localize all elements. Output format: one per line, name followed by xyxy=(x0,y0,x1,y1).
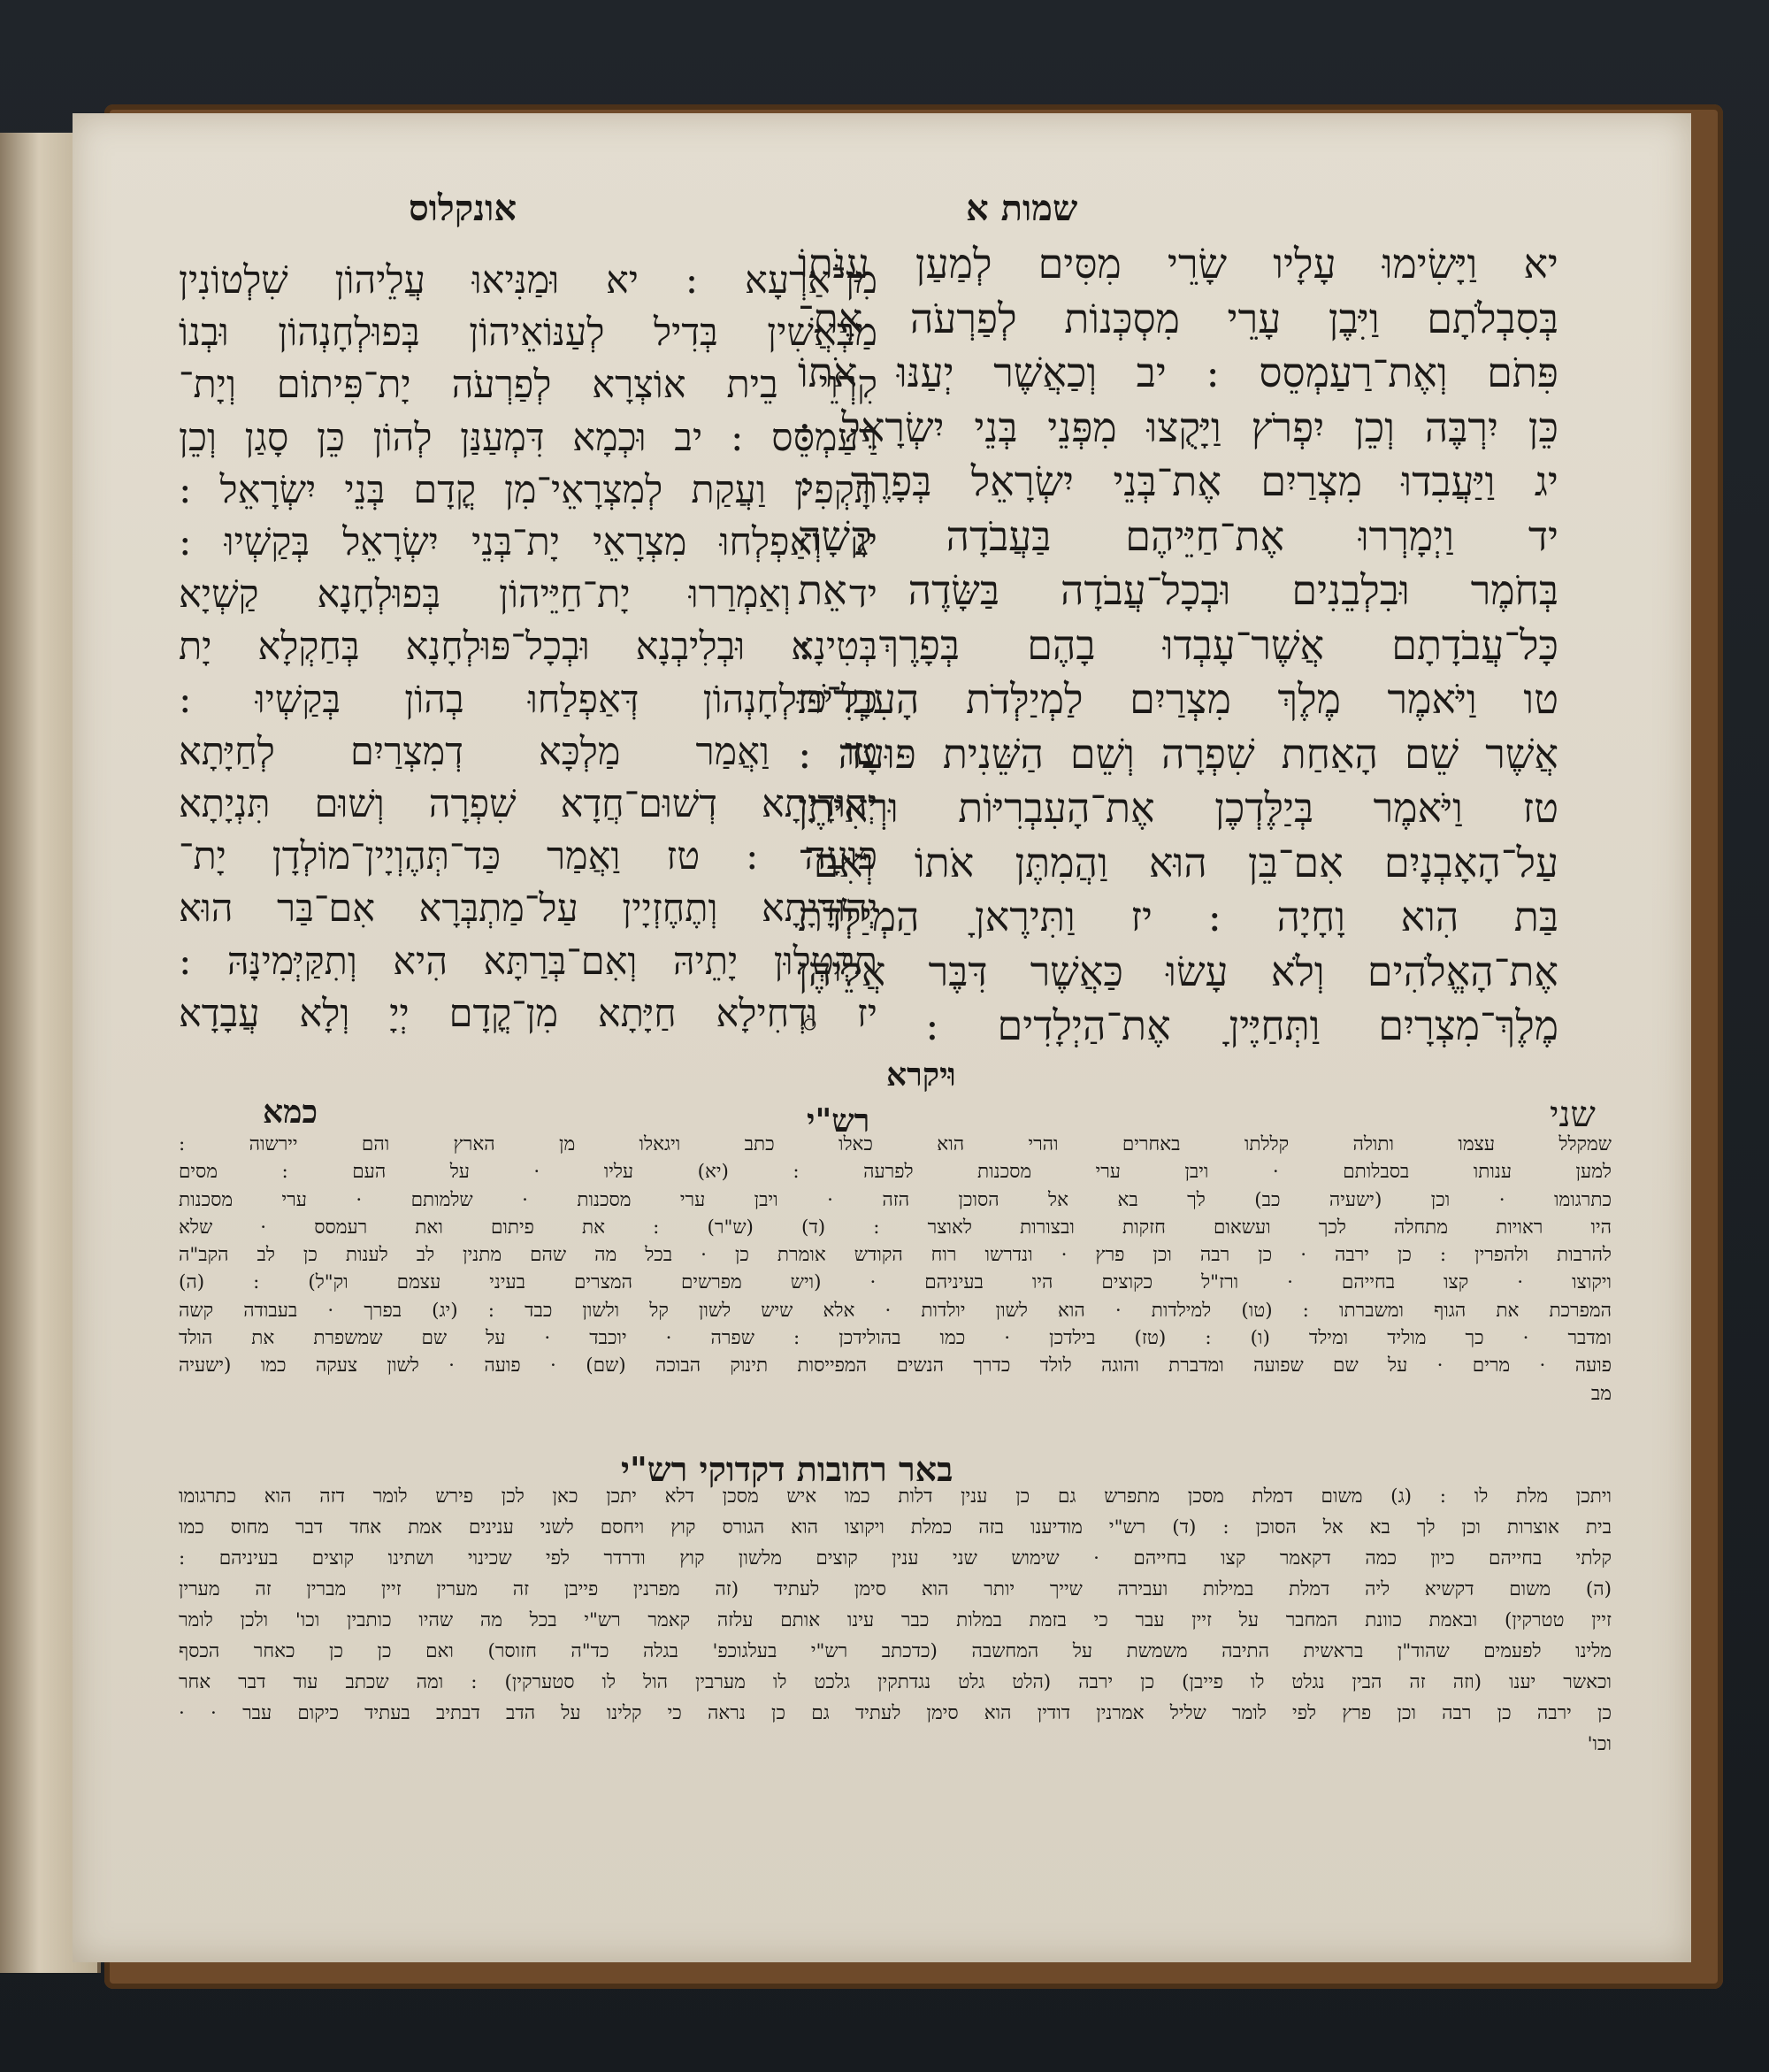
text-line: עַל־הָאָבְנָיִם אִם־בֵּן הוּא וַהֲמִתֶּן אֹתוֹ וְאִם־ xyxy=(798,838,1558,886)
onkelos-line: קִרְוֵי בֵית אוֹצְרָא לְפַרְעֹה יָת־פִּיתוֹם וְיָת־ xyxy=(179,363,877,408)
beer-rechovot-header: באר רחובות דקדוקי רש"י xyxy=(621,1449,953,1489)
rashi-commentary xyxy=(179,1131,1612,1408)
onkelos-line: תִּקְטְלוּן יָתֵיהּ וְאִם־בְּרַתָּא הִיא וְתִקַּיְּמִינָּהּ : xyxy=(179,939,877,984)
text-line: יא וַיָּשִׂימוּ עָלָיו שָׂרֵי מִסִּים לְמַעַן עַנֹּתוֹ xyxy=(798,240,1558,288)
beer-line: קלתי בחייהם כיון כמה דקאמר קצו בחייהם · שימוש שני ענין קוצים מלשון קוץ ודרדר לפי שכינוי ושתינו קוצים בעיניהם : xyxy=(179,1547,1612,1569)
onkelos-line: פּוּעָה : טז וַאֲמַר כַּד־תְּהֶוְיָין־מוֹלְדָן יָת־ xyxy=(179,834,877,879)
beer-line: וכו' xyxy=(1587,1733,1612,1755)
text-line: בַּת הִוא וָחָיָה : יז וַתִּירֶאןָ הַמְיַלְּדֹת xyxy=(798,893,1558,940)
page-header-onkelos: אונקלוס xyxy=(409,188,517,229)
rashi-line: ויקוצו · קצו בחייהם · ורז"ל כקוצים היו בעיניהם · (ויש מפרשים המצרים בעיני עצמם וק"ל) : (ה) xyxy=(179,1271,1612,1294)
beer-line: וכאשר יענו (וזה זה הבין נגלט לו פייבן) כן ירבה (הלט גלט נגדתקין גלכט לו מערבין הול לו סטערקין) : ומה שכתב עוד דבר אחר xyxy=(179,1671,1612,1693)
rashi-line: היו ראויות מתחלה לכך ועשאום חזקות ובצורות לאוצר : (ד) (ש"ר) : את פיתום ואת רעמסס · שלא xyxy=(179,1216,1612,1239)
text-line: בְּחֹמֶר וּבִלְבֵנִים וּבְכָל־עֲבֹדָה בַּשָּׂדֶה אֵת xyxy=(798,566,1558,614)
rashi-line: פועה · מרים · על שם שפועה ומדברת והוגה לולד כדרך הנשים המפייסות תינוק הבוכה (שם) · פועה · לשון צעקה כמו (ישעיה xyxy=(179,1354,1612,1377)
text-line: טו וַיֹּאמֶר מֶלֶךְ מִצְרַיִם לַמְיַלְּדֹת הָעִבְרִיֹּת xyxy=(798,675,1558,723)
beer-line: בית אוצרות וכן לך בא אל הסוכן : (ד) רש"י מודיענו בזה כמלת ויקוצו הוא הגורס קוץ ויחסם לשני ענינים אמת אחד דבר מחוס כמו xyxy=(179,1516,1612,1539)
text-line: מֶלֶךְ־מִצְרָיִם וַתְּחַיֶּיןָ אֶת־הַיְלָדִים : ◦ xyxy=(798,1001,1558,1049)
page-number: כמא xyxy=(263,1094,318,1131)
onkelos-line: יג וְאַפְלְחוּ מִצְרָאֵי יָת־בְּנֵי יִשְׂרָאֵל בְּקַשְׁיוּ : xyxy=(179,520,877,565)
onkelos-line: מַבְאֲשִׁין בְּדִיל לְעַנּוֹאֵיהוֹן בְּפוּלְחָנְהוֹן וּבְנוֹ xyxy=(179,311,877,356)
text-line: טז וַיֹּאמֶר בְּיַלֶּדְכֶן אֶת־הָעִבְרִיּוֹת וּרְאִיתֶן xyxy=(798,784,1558,832)
text-line: אֶת־הָאֱלֹהִים וְלֹא עָשׂוּ כַּאֲשֶׁר דִּבֶּר אֲלֵיהֶן xyxy=(798,947,1558,995)
rashi-header: רש"י xyxy=(807,1102,870,1140)
text-line: יד וַיְמָרְרוּ אֶת־חַיֵּיהֶם בַּעֲבֹדָה קָשָׁה xyxy=(798,511,1558,560)
rashi-line: מב xyxy=(1590,1382,1612,1405)
book-page xyxy=(73,113,1691,1962)
onkelos-line: מִן־אַרְעָא : יא וּמַנִּיאוּ עֲלֵיהוֹן שִׁלְטוֹנִין xyxy=(179,258,877,303)
text-line: בְּסִבְלֹתָם וַיִּבֶן עָרֵי מִסְכְּנוֹת לְפַרְעֹה אֶת־ xyxy=(798,294,1558,342)
rashi-line: ומדבר · כך מוליד ומילד (ו) : (טז) בילדכן · כמו בהולידכן : שפרה · יוכבד · על שם שמשפרת את הולד xyxy=(179,1327,1612,1350)
beer-line: כן ירבה כן רבה וכן פרץ לפי לומר שליל אמרנין דודין הוא סימן לעתיד גם כן נראה כי קלינו על הדב דבתיב בעתיד כיקום עבר · · xyxy=(179,1702,1612,1724)
rashi-line: להרבות ולהפרין : כן ירבה · כן רבה וכן פרץ · ונדרשו רוח הקודש אומרת כן · בכל מה שהם מתנין לב לענות כן לב הקב"ה xyxy=(179,1244,1612,1267)
onkelos-line: טו וַאֲמַר מַלְכָּא דְמִצְרַיִם לְחַיָּתָא xyxy=(179,729,877,774)
onkelos-line: יז וּדְחִילָא חַיָּתָא מִן־קֳדָם יְיָ וְלָא עֲבָדָא xyxy=(179,991,877,1036)
onkelos-line: יְהוּדָיָתָא וְתֶחֶזְיָין עַל־מַתְבְּרָא אִם־בַּר הוּא xyxy=(179,886,877,932)
onkelos-line: רַעַמְסֵס : יב וּכְמָא דִּמְעַנַּן לְהוֹן כֵּן סָגַן וְכֵן xyxy=(179,415,877,460)
onkelos-line: תָּקְפִין וַעֲקַת לְמִצְרָאֵי־מִן קֳדָם בְּנֵי יִשְׂרָאֵל : xyxy=(179,467,877,512)
page-header-text: שמות א xyxy=(966,188,1078,229)
rashi-line: שמקלל עצמו ותולה קללתו באחרים והרי הוא כאלו כתב ויגאלו מן הארץ והם יירשוה : xyxy=(179,1133,1612,1155)
onkelos-line: בְּטִינָא וּבְלִיבְנָא וּבְכָל־פּוּלְחָנָא בְּחַקְלָא יָת xyxy=(179,625,877,670)
text-line: פִּתֹם וְאֶת־רַעַמְסֵס : יב וְכַאֲשֶׁר יְעַנּוּ אֹתוֹ xyxy=(798,349,1558,396)
beer-line: מלינו לפעמים שהוד"ן בראשית התיבה משמשת על המחשבה (כדכתב רש"י בעלגוכפ' בגלה כד"ה חזוסר) ואם כן כן כאחר הכסף xyxy=(179,1640,1612,1662)
text-line: אֲשֶׁר שֵׁם הָאַחַת שִׁפְרָה וְשֵׁם הַשֵּׁנִית פּוּעָה : xyxy=(798,729,1558,778)
onkelos-column xyxy=(179,255,877,1040)
beer-line: ויתכן מלת לו : (ג) משום דמלת מסכן מתפרש גם כן ענין דלות כמו איש מסכן דלא יתכן כאן לכן פירש לומר דזה הוא כתרגומו xyxy=(179,1485,1612,1508)
text-line: יג וַיַּעֲבִדוּ מִצְרַיִם אֶת־בְּנֵי יִשְׂרָאֵל בְּפָרֶךְ : xyxy=(798,457,1558,505)
vayikra-catchword: וּיקרא xyxy=(886,1056,956,1094)
rashi-line: המפרכת את הגוף ומשברתו : (טו) למילדות · הוא לשון יולדות · אלא שיש לשון קל ולשון כבד : (יג) בפרך · בעבודה קשה xyxy=(179,1299,1612,1322)
beer-line: זיין טטרקין) ובאמת כוונת המחבר על זיין עבר כי בזמת במלות כבר עינו אותם עלזה קאמר רש"י בכל מה שהיו כותבין וכו' ולכן לומר xyxy=(179,1609,1612,1631)
beer-line: (ה) משום דקשיא ליה דמלת במילות ועבירה שייך יותר הוא סימן לעתיד (זה מפרנין פייבן זה מערין זיין מברין זה מערין xyxy=(179,1578,1612,1600)
text-line: כֵּן יִרְבֶּה וְכֵן יִפְרֹץ וַיָּקֻצוּ מִפְּנֵי בְּנֵי יִשְׂרָאֵל : xyxy=(798,403,1558,451)
torah-text-column xyxy=(798,237,1558,1054)
onkelos-line: יְהוּדָיָתָא דְשׁוּם־חֲדָא שִׁפְרָה וְשׁוּם תִּנְיָתָא xyxy=(179,782,877,827)
rashi-line: למען ענותו בסבלותם · ויבן ערי מסכנות לפרעה : (יא) עליו · על העם : מסים xyxy=(179,1161,1612,1184)
aliyah-margin-note: שני xyxy=(1550,1094,1596,1135)
onkelos-line: יד וְאַמְרַרוּ יָת־חַיֵּיהוֹן בְּפוּלְחָנָא קַשְׁיָא xyxy=(179,572,877,618)
text-line: כָּל־עֲבֹדָתָם אֲשֶׁר־עָבְדוּ בָהֶם בְּפָרֶךְ : xyxy=(798,620,1558,669)
onkelos-line: כָּל־פּוּלְחָנְהוֹן דְּאַפְלַחוּ בְהוֹן בְּקַשְׁיוּ : xyxy=(179,677,877,722)
rashi-line: כתרגומו · וכן (ישעיה כב) לך בא אל הסוכן הזה · ויבן ערי מסכנות · שלמותם · ערי מסכנות xyxy=(179,1188,1612,1211)
beer-rechovot-commentary xyxy=(179,1481,1612,1760)
